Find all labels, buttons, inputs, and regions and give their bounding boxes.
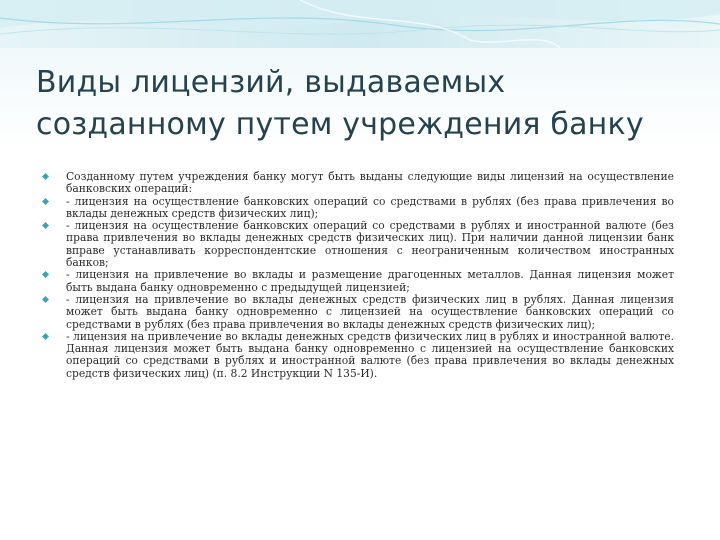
list-item — [42, 269, 674, 294]
list-item — [42, 196, 674, 221]
list-item-text: - лицензия на привлечение во вклады и размещение драгоценных металлов. Данная лицензия может быть выдана банку одновременно с предыдущей лицензией; — [66, 268, 674, 294]
decorative-wave-header — [0, 0, 720, 48]
bullet-icon — [42, 333, 49, 340]
list-item-text: - лицензия на привлечение во вклады денежных средств физических лиц в рублях. Данная лицензия может быть выдана банку одновременно с лицензией на осуществление банковских операций со средствами в рублях (без права привлечения во вклады денежных средств физических лиц); — [66, 292, 674, 331]
bullet-list — [42, 171, 674, 380]
list-item-text: - лицензия на привлечение во вклады денежных средств физических лиц в рублях и иностранной валюте. Данная лицензия может быть выдана банку одновременно с лицензией на осуществление банковских операций со средствами в рублях и иностранной валюте (без права привлечения во вклады денежных средств физических лиц) (п. 8.2 Инструкции N 135-И). — [66, 329, 674, 380]
bullet-icon — [42, 271, 49, 278]
list-item — [42, 331, 674, 380]
list-item — [42, 294, 674, 331]
slide-title: Виды лицензий, выдаваемых созданному путем учреждения банку — [36, 65, 644, 142]
bullet-icon — [42, 222, 49, 229]
list-item — [42, 171, 674, 196]
list-item-text: Созданному путем учреждения банку могут быть выданы следующие виды лицензий на осуществление банковских операций: — [66, 170, 674, 196]
list-item — [42, 220, 674, 269]
list-item-text: - лицензия на осуществление банковских операций со средствами в рублях и иностранной валюте (без права привлечения во вклады денежных средств физических лиц). При наличии данной лицензии банк вправе устанавливать корреспондентские отношения с неограниченным количеством иностранных банков; — [66, 219, 674, 270]
bullet-icon — [42, 198, 49, 205]
bullet-icon — [42, 173, 49, 180]
list-item-text: - лицензия на осуществление банковских операций со средствами в рублях (без права привлечения во вклады денежных средств физических лиц); — [66, 194, 674, 220]
bullet-icon — [42, 296, 49, 303]
wave-graphic — [0, 0, 720, 48]
